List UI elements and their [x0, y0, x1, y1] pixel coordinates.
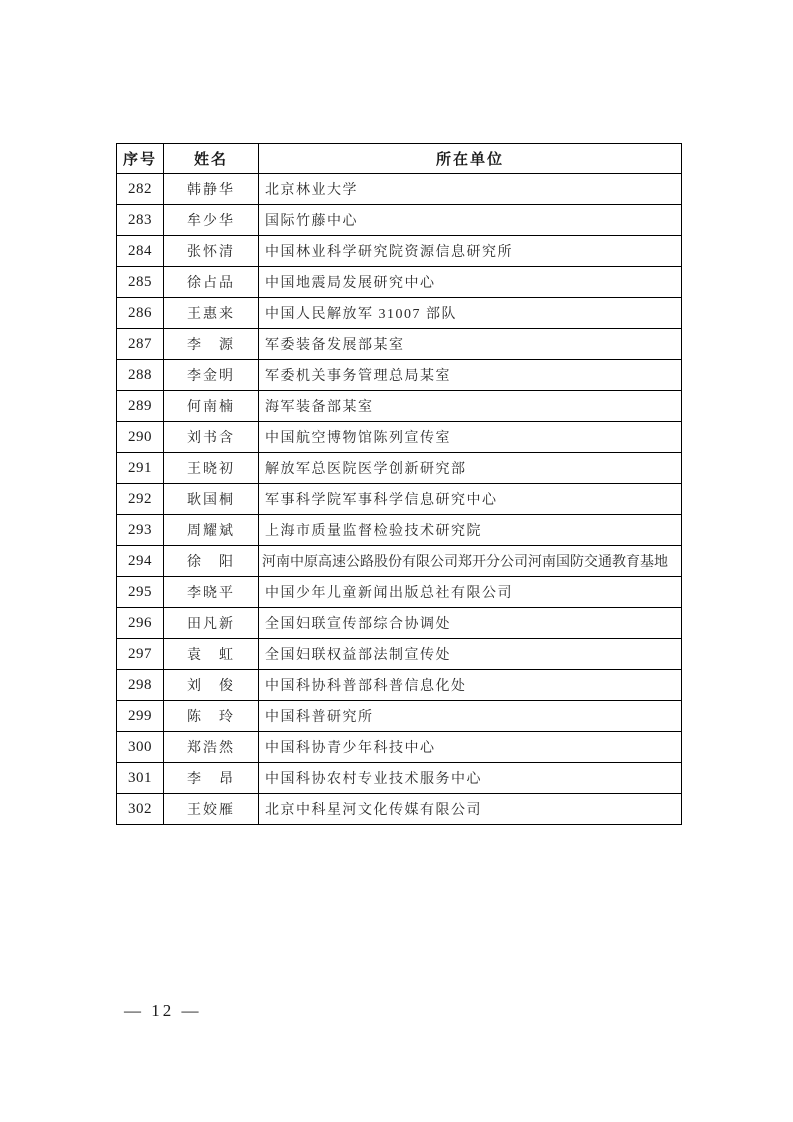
- cell-unit: 中国科协青少年科技中心: [259, 732, 682, 763]
- cell-no: 302: [117, 794, 164, 825]
- table-row: [117, 205, 682, 236]
- table-row: [117, 360, 682, 391]
- cell-unit: 北京中科星河文化传媒有限公司: [259, 794, 682, 825]
- cell-name: 李 源: [164, 329, 259, 360]
- cell-name: 王惠来: [164, 298, 259, 329]
- table-row: [117, 763, 682, 794]
- cell-unit: 解放军总医院医学创新研究部: [259, 453, 682, 484]
- cell-name: 王姣雁: [164, 794, 259, 825]
- cell-unit: 国际竹藤中心: [259, 205, 682, 236]
- cell-unit: 中国科协科普部科普信息化处: [259, 670, 682, 701]
- cell-unit: 中国航空博物馆陈列宣传室: [259, 422, 682, 453]
- table-row: [117, 546, 682, 577]
- cell-no: 284: [117, 236, 164, 267]
- cell-name: 刘书含: [164, 422, 259, 453]
- cell-unit: 中国少年儿童新闻出版总社有限公司: [259, 577, 682, 608]
- cell-no: 287: [117, 329, 164, 360]
- cell-no: 299: [117, 701, 164, 732]
- cell-name: 王晓初: [164, 453, 259, 484]
- cell-unit: 中国林业科学研究院资源信息研究所: [259, 236, 682, 267]
- table-header-row: [117, 144, 682, 174]
- table-row: [117, 391, 682, 422]
- table-row: [117, 422, 682, 453]
- cell-no: 301: [117, 763, 164, 794]
- table-row: [117, 794, 682, 825]
- table-row: [117, 577, 682, 608]
- cell-unit: 中国地震局发展研究中心: [259, 267, 682, 298]
- cell-no: 297: [117, 639, 164, 670]
- table-row: [117, 732, 682, 763]
- cell-no: 282: [117, 174, 164, 205]
- cell-unit: 中国科协农村专业技术服务中心: [259, 763, 682, 794]
- cell-name: 牟少华: [164, 205, 259, 236]
- table-row: [117, 608, 682, 639]
- cell-name: 徐 阳: [164, 546, 259, 577]
- cell-no: 293: [117, 515, 164, 546]
- cell-name: 何南楠: [164, 391, 259, 422]
- col-header-unit: 所在单位: [259, 144, 682, 174]
- table-row: [117, 639, 682, 670]
- table-row: [117, 701, 682, 732]
- cell-no: 291: [117, 453, 164, 484]
- cell-name: 李晓平: [164, 577, 259, 608]
- cell-name: 耿国桐: [164, 484, 259, 515]
- table-row: [117, 484, 682, 515]
- cell-name: 李金明: [164, 360, 259, 391]
- col-header-name: 姓名: [164, 144, 259, 174]
- page-number: — 12 —: [124, 1001, 202, 1020]
- cell-unit: 军事科学院军事科学信息研究中心: [259, 484, 682, 515]
- cell-no: 292: [117, 484, 164, 515]
- cell-name: 陈 玲: [164, 701, 259, 732]
- cell-name: 张怀清: [164, 236, 259, 267]
- cell-no: 298: [117, 670, 164, 701]
- roster-table: [116, 143, 682, 825]
- cell-no: 300: [117, 732, 164, 763]
- table-row: [117, 267, 682, 298]
- cell-unit: 河南中原高速公路股份有限公司郑开分公司河南国防交通教育基地: [259, 546, 682, 577]
- cell-name: 李 昂: [164, 763, 259, 794]
- cell-no: 288: [117, 360, 164, 391]
- table-row: [117, 298, 682, 329]
- table-row: [117, 174, 682, 205]
- table-row: [117, 670, 682, 701]
- col-header-no: 序号: [117, 144, 164, 174]
- table-row: [117, 236, 682, 267]
- cell-unit: 全国妇联宣传部综合协调处: [259, 608, 682, 639]
- cell-name: 刘 俊: [164, 670, 259, 701]
- cell-name: 袁 虹: [164, 639, 259, 670]
- cell-no: 285: [117, 267, 164, 298]
- cell-no: 294: [117, 546, 164, 577]
- cell-no: 295: [117, 577, 164, 608]
- cell-name: 韩静华: [164, 174, 259, 205]
- cell-name: 徐占品: [164, 267, 259, 298]
- cell-unit: 全国妇联权益部法制宣传处: [259, 639, 682, 670]
- cell-unit: 上海市质量监督检验技术研究院: [259, 515, 682, 546]
- cell-unit: 军委机关事务管理总局某室: [259, 360, 682, 391]
- cell-no: 289: [117, 391, 164, 422]
- roster-table-body: [117, 174, 682, 825]
- table-row: [117, 515, 682, 546]
- cell-name: 郑浩然: [164, 732, 259, 763]
- cell-name: 田凡新: [164, 608, 259, 639]
- cell-unit: 军委装备发展部某室: [259, 329, 682, 360]
- cell-unit: 北京林业大学: [259, 174, 682, 205]
- table-row: [117, 453, 682, 484]
- table-row: [117, 329, 682, 360]
- cell-no: 290: [117, 422, 164, 453]
- cell-unit: 中国人民解放军 31007 部队: [259, 298, 682, 329]
- cell-unit: 中国科普研究所: [259, 701, 682, 732]
- cell-no: 286: [117, 298, 164, 329]
- cell-name: 周耀斌: [164, 515, 259, 546]
- cell-no: 296: [117, 608, 164, 639]
- cell-no: 283: [117, 205, 164, 236]
- cell-unit: 海军装备部某室: [259, 391, 682, 422]
